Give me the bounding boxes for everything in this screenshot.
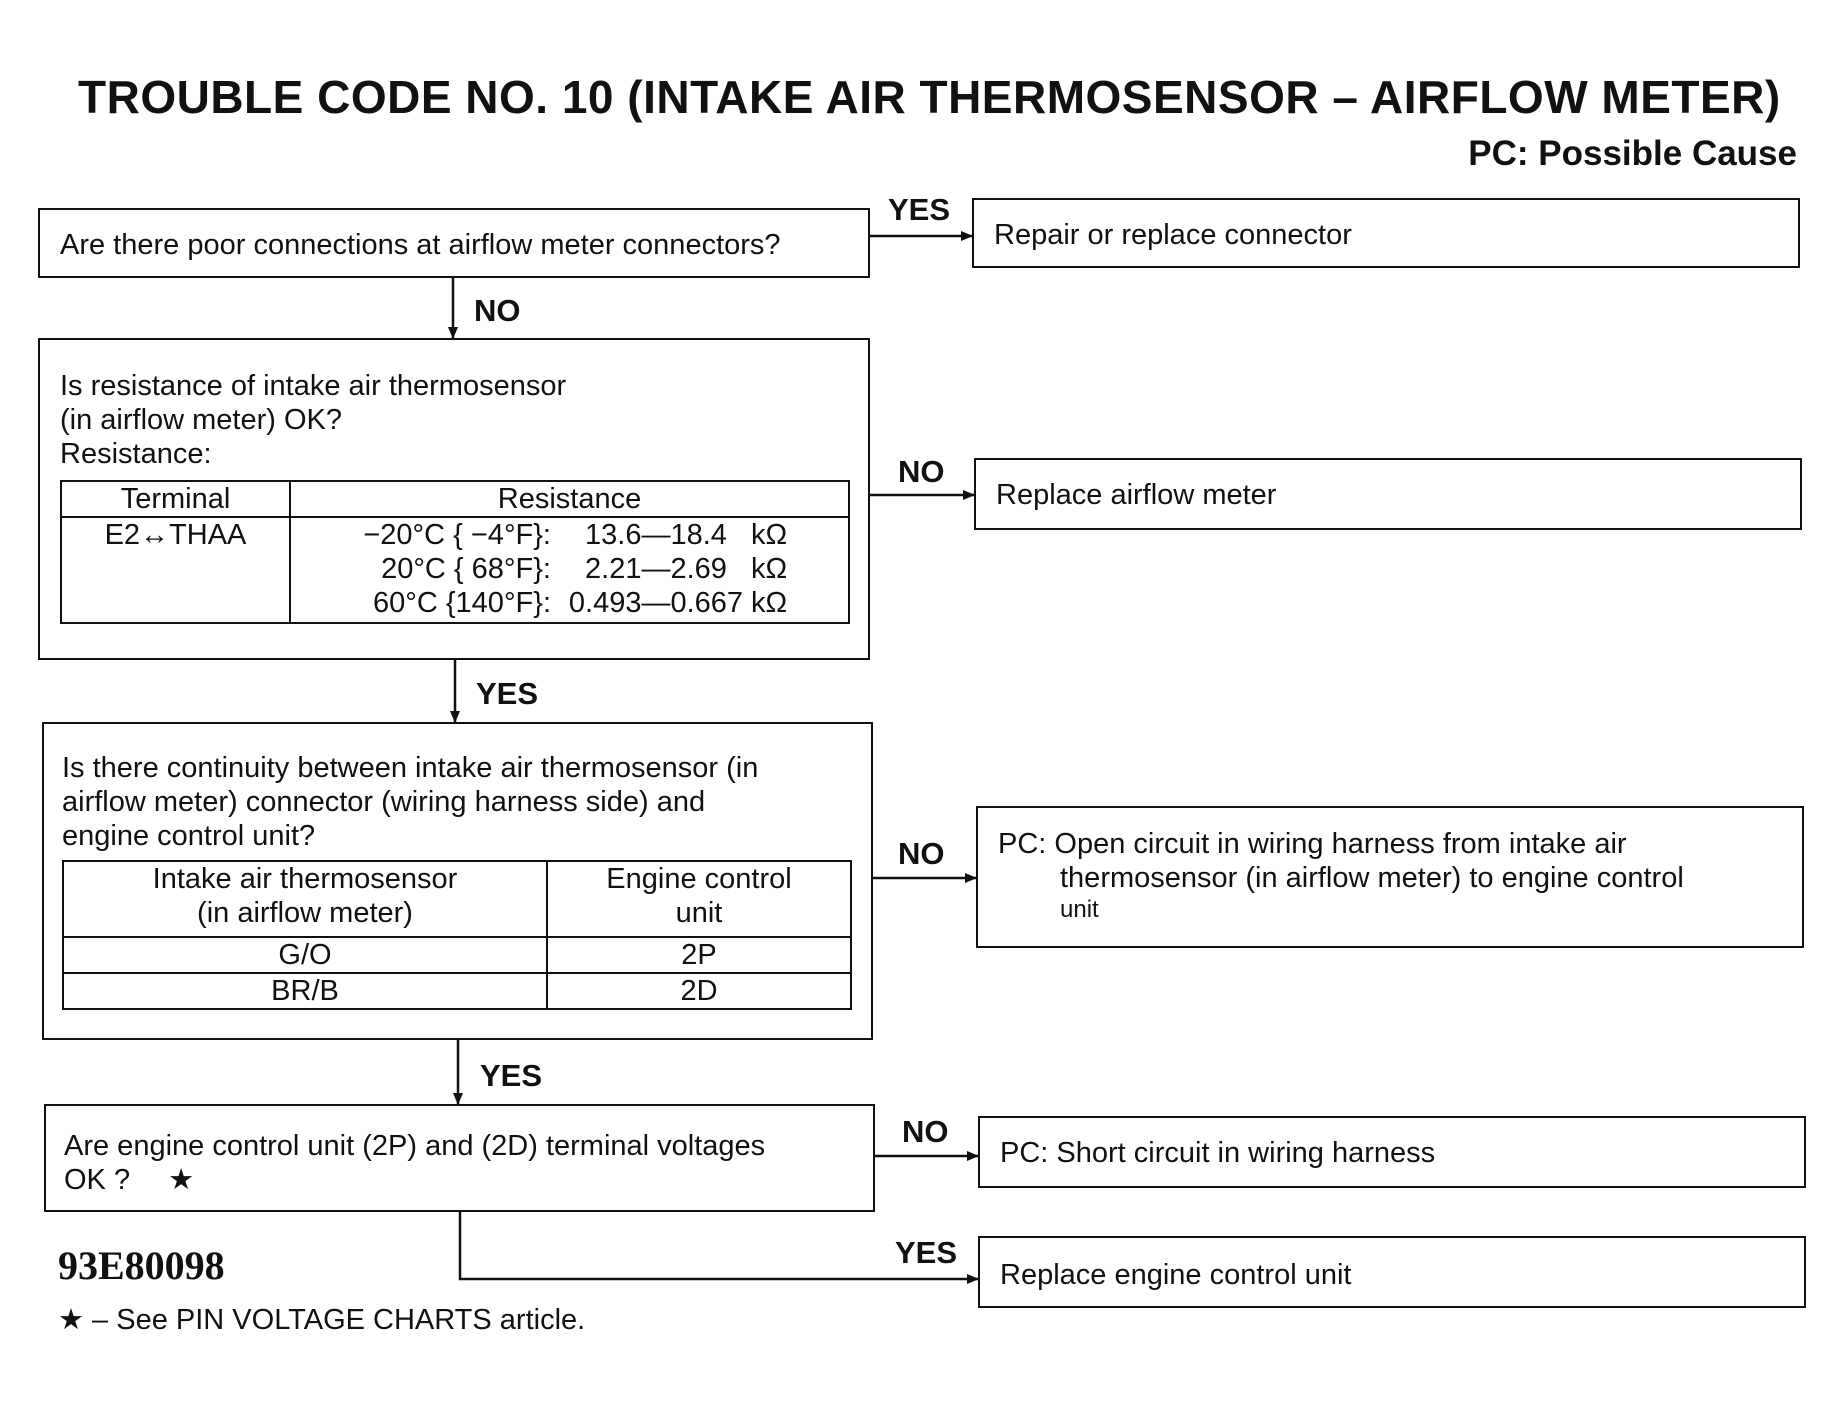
- resistance-unit: kΩ: [751, 587, 788, 619]
- header-line: Engine control: [606, 863, 792, 895]
- page-title: TROUBLE CODE NO. 10 (INTAKE AIR THERMOSENSOR – AIRFLOW METER): [78, 71, 1781, 123]
- resistance-table: [60, 480, 850, 624]
- resistance-temp: 20°C { 68°F}:: [381, 553, 551, 585]
- table-header-sensor: [63, 861, 547, 937]
- action-box-open-circuit: [976, 806, 1804, 948]
- resistance-range: 13.6—18.4: [585, 519, 727, 551]
- action-box-repair-connector: [972, 198, 1800, 268]
- action-text-line2: thermosensor (in airflow meter) to engine control: [1060, 862, 1684, 894]
- action-box-replace-airflow-meter: [974, 458, 1802, 530]
- action-box-short-circuit: [978, 1116, 1806, 1188]
- resistance-range: 0.493—0.667: [568, 587, 744, 619]
- question-text-line2: [64, 1162, 194, 1198]
- label-q4-no: NO: [902, 1114, 949, 1149]
- label-q3-yes: YES: [480, 1058, 543, 1093]
- table-header-ecu: [547, 861, 851, 937]
- star-icon: ★: [168, 1164, 195, 1196]
- sensor-cell: BR/B: [63, 973, 547, 1009]
- table-row: [63, 973, 851, 1009]
- figure-code: 93E80098: [58, 1243, 225, 1288]
- question-text-line3: Resistance:: [60, 438, 212, 470]
- action-text: PC: Short circuit in wiring harness: [1000, 1137, 1436, 1169]
- action-text: Replace airflow meter: [996, 479, 1277, 511]
- ecu-cell: 2P: [547, 937, 851, 973]
- sensor-cell: G/O: [63, 937, 547, 973]
- action-text-line1: PC: Open circuit in wiring harness from intake air: [998, 828, 1627, 860]
- table-row: [63, 937, 851, 973]
- question-text-line2: (in airflow meter) OK?: [60, 404, 343, 436]
- table-header-resistance: Resistance: [290, 481, 849, 517]
- legend-possible-cause: PC: Possible Cause: [1468, 134, 1797, 173]
- label-q2-yes: YES: [476, 676, 539, 711]
- question-box-continuity: [42, 722, 873, 1040]
- action-text: Repair or replace connector: [994, 219, 1352, 251]
- question-text-ok: OK ?: [64, 1164, 131, 1196]
- continuity-table: [62, 860, 852, 1010]
- action-text: Replace engine control unit: [1000, 1259, 1352, 1291]
- question-box-poor-connections: [38, 208, 870, 278]
- question-text-line2: airflow meter) connector (wiring harness side) and: [62, 786, 706, 818]
- terminal-cell: E2↔THAA: [61, 517, 290, 623]
- question-text-line3: engine control unit?: [62, 820, 316, 852]
- label-q4-yes: YES: [895, 1235, 958, 1270]
- label-q1-yes: YES: [888, 192, 951, 227]
- resistance-unit: kΩ: [751, 519, 788, 551]
- question-text-line1: Is there continuity between intake air thermosensor (in: [62, 752, 759, 784]
- question-text: Are there poor connections at airflow meter connectors?: [60, 229, 781, 261]
- ecu-cell: 2D: [547, 973, 851, 1009]
- table-header-terminal: Terminal: [61, 481, 290, 517]
- resistance-temp: −20°C { −4°F}:: [363, 519, 551, 551]
- resistance-unit: kΩ: [751, 553, 788, 585]
- label-q3-no: NO: [898, 836, 945, 871]
- resistance-range: 2.21—2.69: [585, 553, 727, 585]
- question-box-resistance: [38, 338, 870, 660]
- resistance-temp: 60°C {140°F}:: [373, 587, 551, 619]
- action-text-line3: unit: [1060, 896, 1099, 923]
- header-line: unit: [675, 897, 723, 929]
- header-line: (in airflow meter): [197, 897, 413, 929]
- question-box-terminal-voltages: [44, 1104, 875, 1212]
- question-text-line1: Is resistance of intake air thermosensor: [60, 370, 567, 402]
- footnote: ★ – See PIN VOLTAGE CHARTS article.: [58, 1304, 586, 1336]
- question-text-line1: Are engine control unit (2P) and (2D) terminal voltages: [64, 1130, 766, 1162]
- label-q2-no: NO: [898, 454, 945, 489]
- action-box-replace-ecu: [978, 1236, 1806, 1308]
- resistance-values-cell: [290, 517, 849, 623]
- label-q1-no: NO: [474, 293, 521, 328]
- header-line: Intake air thermosensor: [152, 863, 458, 895]
